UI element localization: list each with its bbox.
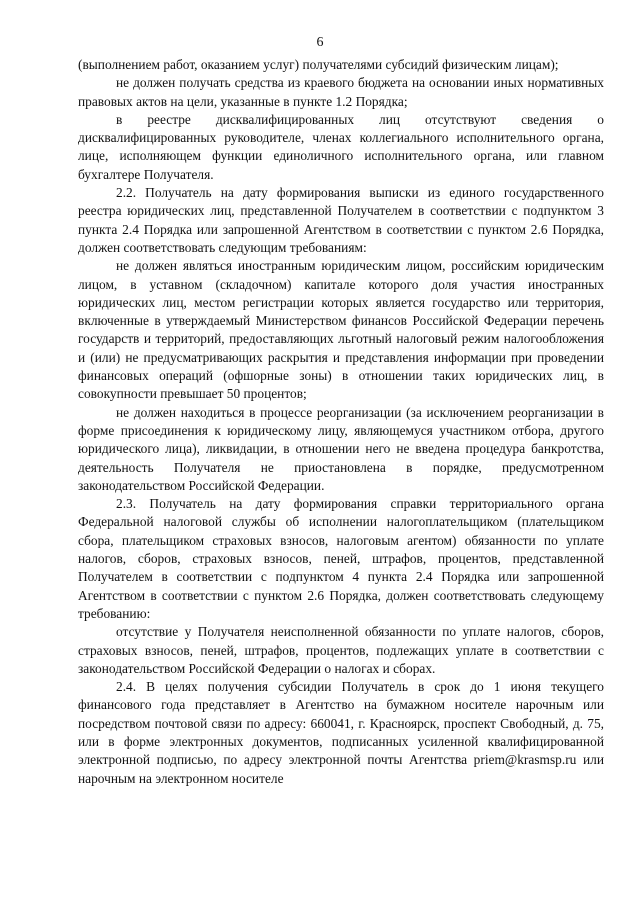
paragraph-2-2: 2.2. Получатель на дату формирования выписки из единого государственного реестра юридических лиц, представленной Получателем в соответствии с подпунктом 3 пункта 2.4 Порядка или запрошенной Агентством в соответствии с пунктом 2.6 Порядка, должен соответствовать следующим требованиям: [78,185,604,255]
paragraph-disqualified-registry: в реестре дисквалифицированных лиц отсутствуют сведения о дисквалифицированных руководителе, членах коллегиального исполнительного органа, лице, исполняющем функции единоличного исполнительного органа, или главном бухгалтере Получателя. [78,111,604,182]
document-body [78,56,604,788]
page-number: 6 [316,35,324,50]
paragraph-2-4: 2.4. В целях получения субсидии Получатель в срок до 1 июня текущего финансового года представляет в Агентство на бумажном носителе нарочным или посредством почтовой связи по адресу: 660041, г. Красноярск, проспект Свободный, д. 75, или в форме электронных документов, подписанных усиленной квалифицированной электронной подписью, по адресу электронной почты Агентства priem@krasmsp.ru или нарочным на электронном носителе [78,679,604,786]
paragraph-reorganization: не должен находиться в процессе реорганизации (за исключением реорганизации в форме присоединения к юридическому лицу, являющемуся участником отбора, другого юридического лица), ликвидации, в отношении него не введена процедура банкротства, деятельность Получателя не приостановлена в порядке, предусмотренном законодательством Российской Федерации. [78,404,604,493]
paragraph-2-3: 2.3. Получатель на дату формирования справки территориального органа Федеральной налоговой службы об исполнении налогоплательщиком (плательщиком сбора, плательщиком страховых взносов, налоговым агентом) обязанности по уплате налогов, сборов, страховых взносов, пеней, штрафов, процентов, представленной Получателем в соответствии с подпунктом 4 пункта 2.4 Порядка или запрошенной Агентством в соответствии с пунктом 2.6 Порядка, должен соответствовать следующему требованию: [78,496,604,621]
paragraph-foreign-entity: не должен являться иностранным юридическим лицом, российским юридическим лицом, в уставном (складочном) капитале которого доля участия иностранных юридических лиц, местом регистрации которых является государство или территория, включенные в утверждаемый Министерством финансов Российской Федерации перечень государств и территорий, предоставляющих льготный налоговый режим налогообложения и (или) не предусматривающих раскрытия и представления информации при проведении финансовых операций (офшорные зоны) в отношении таких юридических лиц, в совокупности превышает 50 процентов; [78,258,604,402]
paragraph-tax-obligation: отсутствие у Получателя неисполненной обязанности по уплате налогов, сборов, страховых взносов, пеней, штрафов, процентов, подлежащих уплате в соответствии с законодательством Российской Федерации о налогах и сборах. [78,624,604,676]
paragraph-budget-funds: не должен получать средства из краевого бюджета на основании иных нормативных правовых актов на цели, указанные в пункте 1.2 Порядка; [78,75,604,109]
paragraph-continuation: (выполнением работ, оказанием услуг) получателями субсидий физическим лицам); [78,57,559,72]
